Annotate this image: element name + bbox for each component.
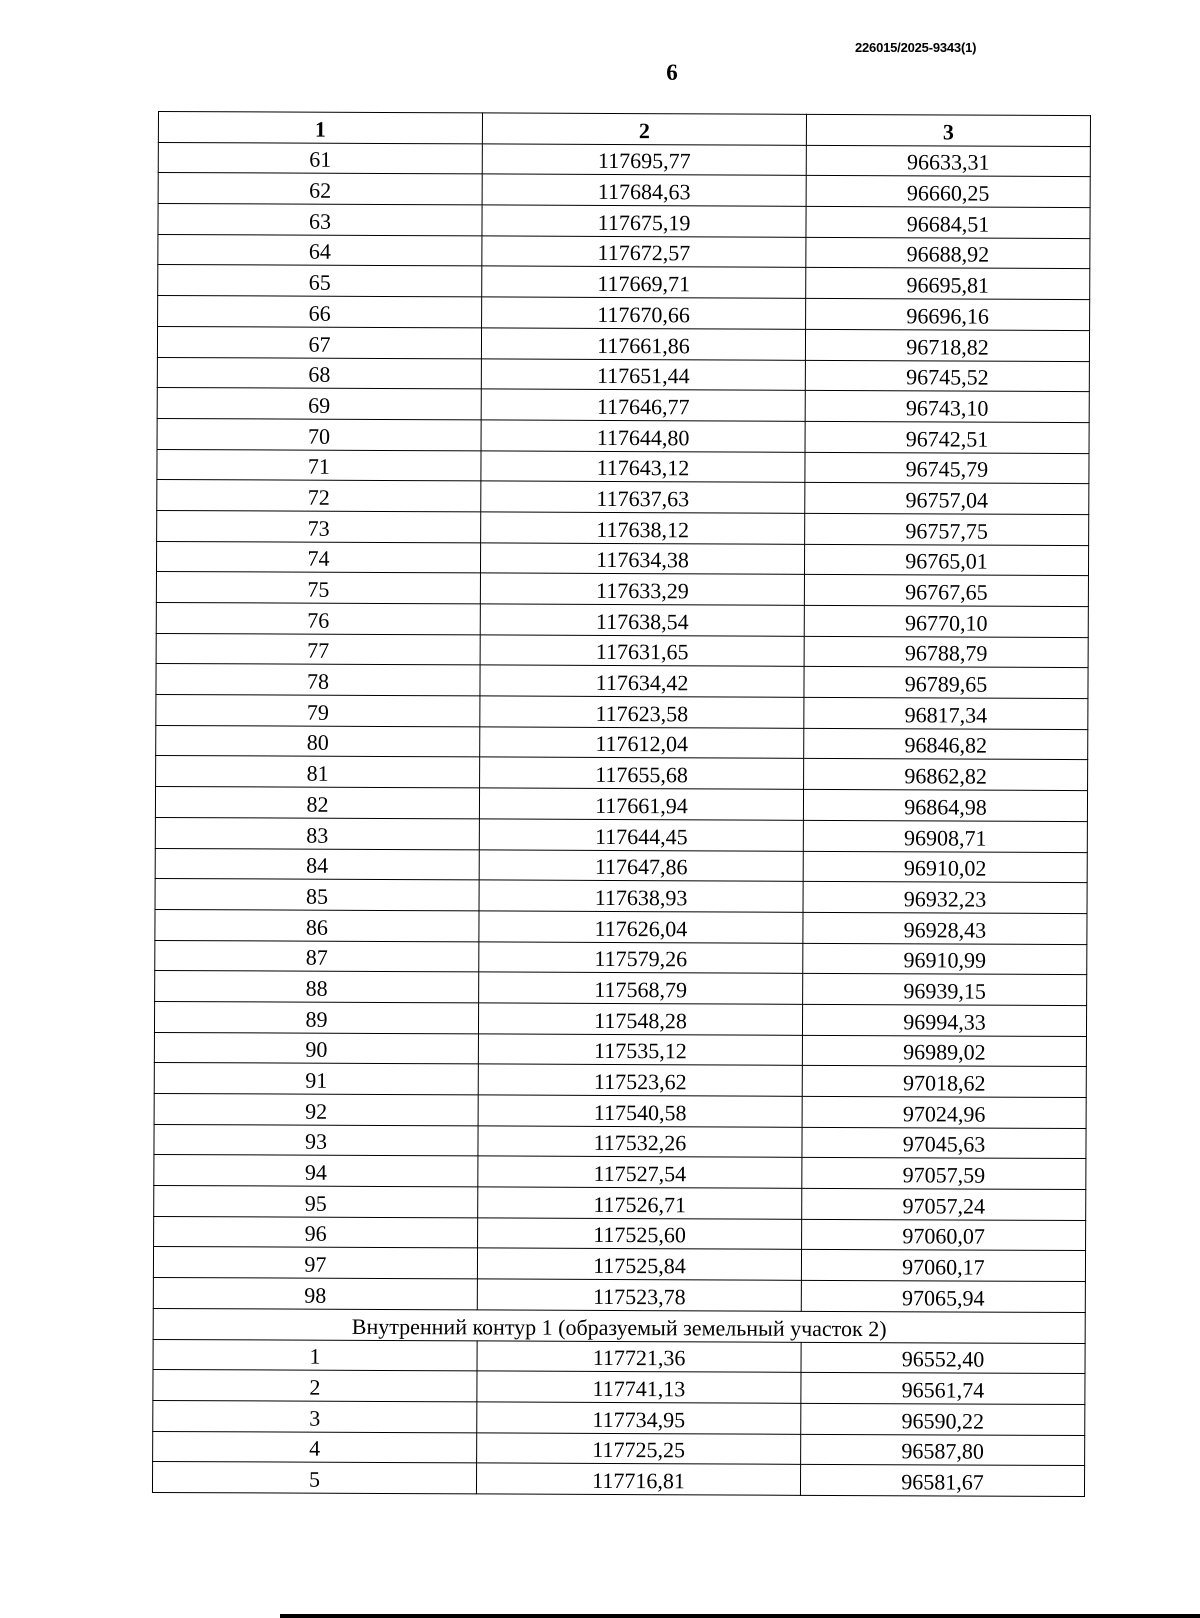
table-row: [153, 1247, 1085, 1282]
table-row: [156, 602, 1088, 637]
y-coordinate-cell: 96684,51: [806, 206, 1090, 238]
y-coordinate-cell: 96745,79: [805, 452, 1089, 484]
y-coordinate-cell: 96908,71: [803, 820, 1087, 852]
point-number-cell: 87: [155, 940, 479, 972]
point-number-cell: 79: [156, 695, 480, 727]
point-number-cell: 72: [157, 480, 481, 512]
point-number-cell: 97: [153, 1247, 477, 1279]
x-coordinate-cell: 117670,66: [482, 297, 806, 329]
y-coordinate-cell: 96994,33: [802, 1004, 1086, 1036]
y-coordinate-cell: 96743,10: [805, 391, 1089, 423]
y-coordinate-cell: 96561,74: [801, 1373, 1085, 1405]
x-coordinate-cell: 117661,94: [479, 788, 803, 820]
point-number-cell: 3: [153, 1400, 477, 1432]
point-number-cell: 70: [157, 418, 481, 450]
x-coordinate-cell: 117526,71: [478, 1187, 802, 1219]
point-number-cell: 73: [157, 510, 481, 542]
y-coordinate-cell: 96718,82: [805, 329, 1089, 361]
y-coordinate-cell: 96695,81: [806, 268, 1090, 300]
x-coordinate-cell: 117644,45: [479, 819, 803, 851]
x-coordinate-cell: 117637,63: [481, 481, 805, 513]
x-coordinate-cell: 117579,26: [479, 941, 803, 973]
x-coordinate-cell: 117525,60: [478, 1218, 802, 1250]
section-header-row: [153, 1308, 1085, 1343]
x-coordinate-cell: 117655,68: [480, 757, 804, 789]
table-row: [157, 357, 1089, 392]
section-title: Внутренний контур 1 (образуемый земельный участок 2): [153, 1308, 1085, 1343]
column-header-3: 3: [806, 114, 1090, 146]
table-row: [158, 204, 1090, 239]
y-coordinate-cell: 96862,82: [804, 759, 1088, 791]
table-row: [156, 725, 1088, 760]
x-coordinate-cell: 117716,81: [476, 1463, 800, 1495]
point-number-cell: 93: [154, 1124, 478, 1156]
y-coordinate-cell: 96770,10: [804, 605, 1088, 637]
x-coordinate-cell: 117725,25: [477, 1432, 801, 1464]
y-coordinate-cell: 96581,67: [800, 1465, 1084, 1497]
point-number-cell: 65: [158, 265, 482, 297]
table-row: [157, 326, 1089, 361]
y-coordinate-cell: 96688,92: [806, 237, 1090, 269]
point-number-cell: 84: [155, 848, 479, 880]
table-row: [156, 664, 1088, 699]
y-coordinate-cell: 96587,80: [801, 1434, 1085, 1466]
x-coordinate-cell: 117721,36: [477, 1340, 801, 1372]
point-number-cell: 64: [158, 234, 482, 266]
point-number-cell: 5: [152, 1462, 476, 1494]
point-number-cell: 85: [155, 879, 479, 911]
document-number: 226015/2025-9343(1): [855, 40, 977, 55]
table-row: [153, 1400, 1085, 1435]
point-number-cell: 62: [158, 173, 482, 205]
x-coordinate-cell: 117540,58: [478, 1095, 802, 1127]
column-header-1: 1: [158, 112, 482, 144]
y-coordinate-cell: 97065,94: [801, 1280, 1085, 1312]
x-coordinate-cell: 117643,12: [481, 450, 805, 482]
table-row: [153, 1431, 1085, 1466]
x-coordinate-cell: 117695,77: [482, 144, 806, 176]
x-coordinate-cell: 117672,57: [482, 236, 806, 268]
x-coordinate-cell: 117646,77: [481, 389, 805, 421]
table-row: [152, 1462, 1084, 1497]
point-number-cell: 1: [153, 1339, 477, 1371]
table-row: [153, 1370, 1085, 1405]
point-number-cell: 69: [157, 388, 481, 420]
x-coordinate-cell: 117535,12: [478, 1034, 802, 1066]
x-coordinate-cell: 117568,79: [479, 972, 803, 1004]
y-coordinate-cell: 96767,65: [804, 575, 1088, 607]
page-bottom-rule: [280, 1614, 1200, 1618]
y-coordinate-cell: 97060,17: [801, 1250, 1085, 1282]
x-coordinate-cell: 117644,80: [481, 420, 805, 452]
point-number-cell: 75: [156, 572, 480, 604]
y-coordinate-cell: 96932,23: [803, 882, 1087, 914]
x-coordinate-cell: 117532,26: [478, 1126, 802, 1158]
point-number-cell: 94: [154, 1155, 478, 1187]
x-coordinate-cell: 117612,04: [480, 727, 804, 759]
table-row: [154, 1001, 1086, 1036]
y-coordinate-cell: 96910,02: [803, 851, 1087, 883]
y-coordinate-cell: 96788,79: [804, 636, 1088, 668]
x-coordinate-cell: 117638,93: [479, 880, 803, 912]
x-coordinate-cell: 117638,12: [481, 512, 805, 544]
point-number-cell: 78: [156, 664, 480, 696]
table-row: [155, 971, 1087, 1006]
point-number-cell: 86: [155, 909, 479, 941]
page-number: 6: [666, 60, 678, 85]
point-number-cell: 67: [157, 326, 481, 358]
y-coordinate-cell: 96742,51: [805, 421, 1089, 453]
table-row: [154, 1063, 1086, 1098]
table-row: [155, 817, 1087, 852]
y-coordinate-cell: 96928,43: [803, 912, 1087, 944]
x-coordinate-cell: 117675,19: [482, 205, 806, 237]
x-coordinate-cell: 117647,86: [479, 849, 803, 881]
x-coordinate-cell: 117633,29: [480, 573, 804, 605]
table-row: [158, 142, 1090, 177]
point-number-cell: 76: [156, 602, 480, 634]
y-coordinate-cell: 96864,98: [803, 789, 1087, 821]
x-coordinate-cell: 117634,42: [480, 665, 804, 697]
x-coordinate-cell: 117523,62: [478, 1064, 802, 1096]
table-row: [156, 572, 1088, 607]
point-number-cell: 80: [156, 725, 480, 757]
column-header-2: 2: [482, 113, 806, 145]
point-number-cell: 88: [155, 971, 479, 1003]
x-coordinate-cell: 117631,65: [480, 635, 804, 667]
y-coordinate-cell: 96696,16: [806, 298, 1090, 330]
x-coordinate-cell: 117523,78: [477, 1279, 801, 1311]
table-row: [157, 388, 1089, 423]
table-row: [155, 787, 1087, 822]
coordinates-table: [152, 111, 1091, 1497]
x-coordinate-cell: 117741,13: [477, 1371, 801, 1403]
point-number-cell: 63: [158, 204, 482, 236]
y-coordinate-cell: 96817,34: [804, 697, 1088, 729]
x-coordinate-cell: 117734,95: [477, 1402, 801, 1434]
point-number-cell: 90: [154, 1032, 478, 1064]
point-number-cell: 92: [154, 1093, 478, 1125]
table-row: [157, 480, 1089, 515]
x-coordinate-cell: 117623,58: [480, 696, 804, 728]
y-coordinate-cell: 96789,65: [804, 667, 1088, 699]
point-number-cell: 61: [158, 142, 482, 174]
table-row: [156, 695, 1088, 730]
y-coordinate-cell: 96757,75: [805, 513, 1089, 545]
table-header-row: [158, 112, 1090, 147]
point-number-cell: 82: [155, 787, 479, 819]
point-number-cell: 74: [156, 541, 480, 573]
y-coordinate-cell: 96989,02: [802, 1035, 1086, 1067]
y-coordinate-cell: 96660,25: [806, 176, 1090, 208]
point-number-cell: 71: [157, 449, 481, 481]
point-number-cell: 68: [157, 357, 481, 389]
x-coordinate-cell: 117626,04: [479, 911, 803, 943]
section-header-body: [153, 1308, 1085, 1343]
table-row: [155, 848, 1087, 883]
point-number-cell: 95: [154, 1186, 478, 1218]
section-table-body: [152, 1339, 1085, 1497]
y-coordinate-cell: 96910,99: [803, 943, 1087, 975]
x-coordinate-cell: 117651,44: [481, 358, 805, 390]
point-number-cell: 83: [155, 817, 479, 849]
table-row: [156, 633, 1088, 668]
table-row: [158, 173, 1090, 208]
y-coordinate-cell: 96590,22: [801, 1403, 1085, 1435]
y-coordinate-cell: 96552,40: [801, 1342, 1085, 1374]
point-number-cell: 91: [154, 1063, 478, 1095]
point-number-cell: 81: [156, 756, 480, 788]
y-coordinate-cell: 96757,04: [805, 483, 1089, 515]
y-coordinate-cell: 97018,62: [802, 1066, 1086, 1098]
y-coordinate-cell: 97045,63: [802, 1127, 1086, 1159]
table-row: [157, 418, 1089, 453]
point-number-cell: 4: [153, 1431, 477, 1463]
point-number-cell: 89: [154, 1001, 478, 1033]
table-body: [153, 142, 1090, 1312]
table-row: [154, 1124, 1086, 1159]
table-row: [154, 1032, 1086, 1067]
table-row: [155, 879, 1087, 914]
table-row: [154, 1155, 1086, 1190]
point-number-cell: 66: [158, 296, 482, 328]
table-row: [155, 909, 1087, 944]
table-row: [154, 1216, 1086, 1251]
table-row: [158, 296, 1090, 331]
point-number-cell: 77: [156, 633, 480, 665]
x-coordinate-cell: 117634,38: [480, 543, 804, 575]
point-number-cell: 98: [153, 1278, 477, 1310]
x-coordinate-cell: 117525,84: [477, 1248, 801, 1280]
y-coordinate-cell: 97060,07: [802, 1219, 1086, 1251]
table-row: [154, 1093, 1086, 1128]
table-row: [156, 756, 1088, 791]
y-coordinate-cell: 96765,01: [804, 544, 1088, 576]
y-coordinate-cell: 97057,24: [802, 1188, 1086, 1220]
point-number-cell: 96: [154, 1216, 478, 1248]
table-row: [153, 1339, 1085, 1374]
y-coordinate-cell: 96633,31: [806, 145, 1090, 177]
point-number-cell: 2: [153, 1370, 477, 1402]
x-coordinate-cell: 117684,63: [482, 174, 806, 206]
table-row: [158, 234, 1090, 269]
x-coordinate-cell: 117669,71: [482, 266, 806, 298]
y-coordinate-cell: 96745,52: [805, 360, 1089, 392]
y-coordinate-cell: 96939,15: [803, 974, 1087, 1006]
table-row: [157, 449, 1089, 484]
table-row: [157, 510, 1089, 545]
x-coordinate-cell: 117661,86: [481, 328, 805, 360]
y-coordinate-cell: 97024,96: [802, 1096, 1086, 1128]
table-row: [158, 265, 1090, 300]
y-coordinate-cell: 96846,82: [804, 728, 1088, 760]
y-coordinate-cell: 97057,59: [802, 1158, 1086, 1190]
table-row: [154, 1186, 1086, 1221]
table-row: [155, 940, 1087, 975]
table-row: [153, 1278, 1085, 1313]
coordinates-table-wrapper: [152, 111, 1090, 1497]
x-coordinate-cell: 117638,54: [480, 604, 804, 636]
x-coordinate-cell: 117527,54: [478, 1156, 802, 1188]
table-row: [156, 541, 1088, 576]
x-coordinate-cell: 117548,28: [478, 1003, 802, 1035]
